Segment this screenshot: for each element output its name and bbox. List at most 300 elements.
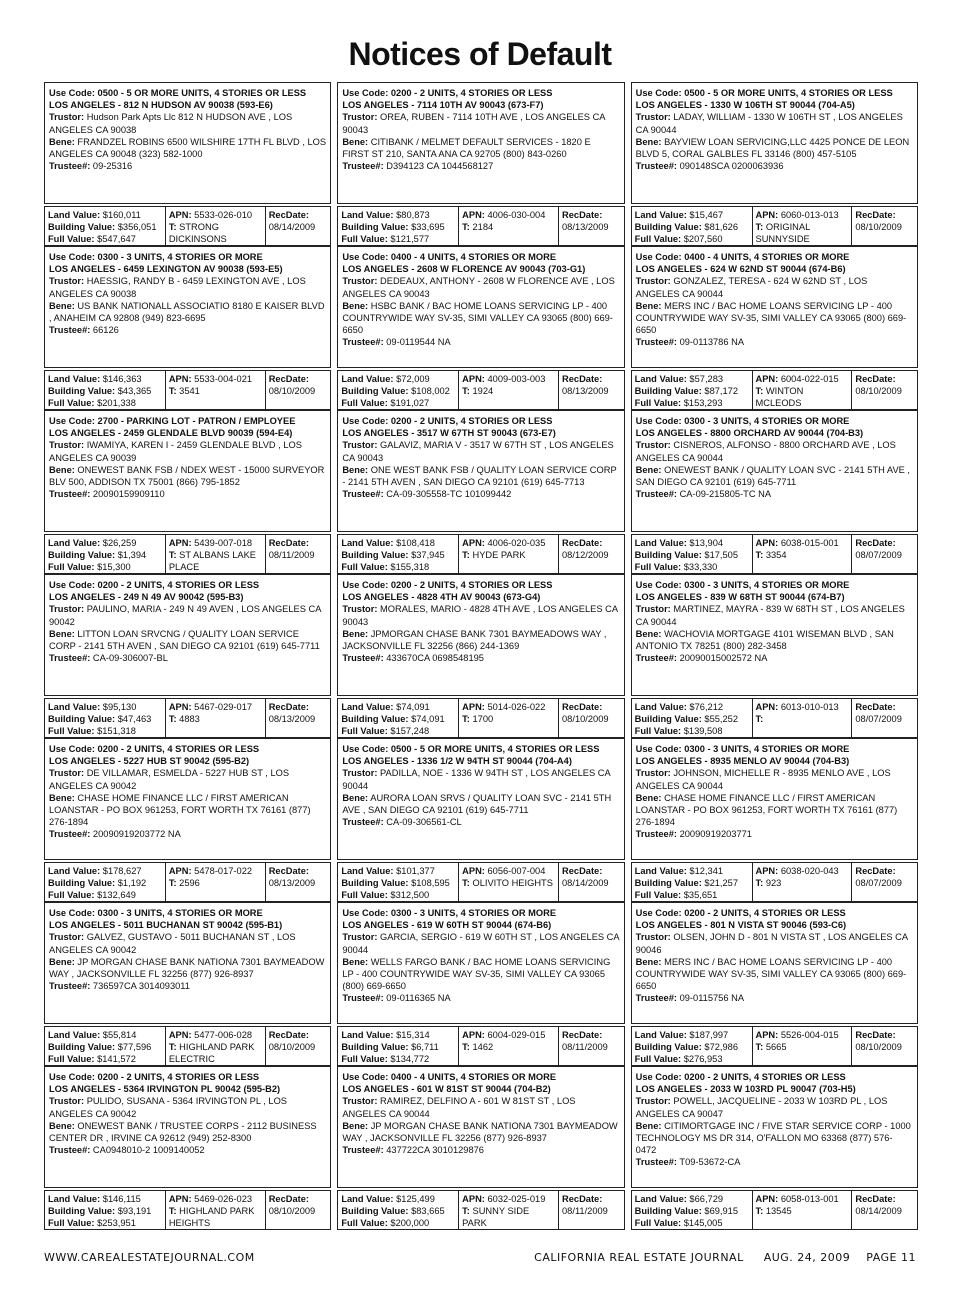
trustee-line [49, 980, 326, 992]
trustor-line-label: Trustor: [342, 440, 378, 451]
tract-value: 2184 [469, 222, 494, 233]
apn [462, 373, 555, 385]
full-value [341, 725, 455, 737]
trustee-line-label: Trustee#: [635, 337, 677, 348]
tract-label: T: [755, 714, 764, 725]
recdate-cell [558, 535, 624, 573]
property-address: LOS ANGELES - 1336 1/2 W 94TH ST 90044 (704-A4) [342, 756, 572, 767]
trustor-line [342, 111, 619, 135]
values-cell [632, 1027, 752, 1065]
full-value-label: Full Value: [48, 1054, 95, 1065]
footer-publication: CALIFORNIA REAL ESTATE JOURNAL [534, 1251, 744, 1264]
trustee-line-label: Trustee#: [342, 337, 384, 348]
full-value-value: $151,318 [94, 726, 136, 737]
building-value-value: $83,665 [408, 1206, 445, 1217]
trustee-line-value: T09-53672-CA [677, 1157, 741, 1168]
tract [462, 385, 555, 397]
apn-cell [165, 371, 265, 409]
bene-line-label: Bene: [635, 956, 662, 967]
tract [462, 549, 555, 561]
full-value-label: Full Value: [48, 562, 95, 573]
tract [169, 221, 262, 245]
notices-column [44, 82, 331, 1230]
trustee-line-label: Trustee#: [49, 489, 91, 500]
use-code: Use Code: 0400 - 4 UNITS, 4 STORIES OR MORE [342, 1072, 557, 1082]
trustor-line-label: Trustor: [635, 112, 671, 123]
recdate-label: RecDate: [268, 866, 309, 876]
apn-cell [165, 1191, 265, 1229]
full-value [341, 889, 455, 901]
apn-value: 6060-013-013 [778, 210, 839, 220]
trustor-line-label: Trustor: [342, 1096, 378, 1107]
full-value [341, 397, 455, 409]
full-value-value: $200,000 [387, 1218, 430, 1229]
tract-label: T: [168, 386, 177, 397]
trustor-line [49, 439, 326, 463]
trustee-line [49, 160, 326, 172]
tract [756, 549, 849, 561]
recdate-value: 08/13/2009 [268, 714, 316, 725]
apn-cell [752, 863, 852, 901]
use-code: Use Code: 0200 - 2 UNITS, 4 STORIES OR LESS [635, 908, 846, 918]
full-value-value: $134,772 [387, 1054, 430, 1065]
trustee-line-label: Trustee#: [635, 489, 677, 500]
tract-label: T: [168, 1042, 177, 1053]
values-box [337, 1190, 624, 1230]
values-box [337, 370, 624, 410]
notice-box [337, 82, 624, 204]
apn [756, 1029, 849, 1041]
property-address: LOS ANGELES - 624 W 62ND ST 90044 (674-B6) [635, 264, 846, 275]
land-value [48, 865, 162, 877]
recdate-value: 08/13/2009 [268, 878, 316, 889]
building-value [341, 713, 455, 725]
apn [462, 537, 555, 549]
notice-box [337, 902, 624, 1024]
trustor-line-label: Trustor: [49, 1096, 85, 1107]
building-value [341, 385, 455, 397]
building-value-label: Building Value: [48, 222, 116, 233]
land-value-label: Land Value: [341, 538, 394, 548]
full-value-label: Full Value: [634, 562, 682, 573]
trustor-line-value: RAMIREZ, DELFINO A - 601 W 81ST ST , LOS ANGELES CA 90044 [342, 1096, 576, 1119]
building-value-label: Building Value: [634, 222, 702, 233]
apn-cell [458, 699, 558, 737]
notice-box [631, 738, 918, 860]
apn-label: APN: [755, 538, 779, 548]
values-cell [338, 207, 458, 245]
property-address: LOS ANGELES - 5011 BUCHANAN ST 90042 (595-B1) [49, 920, 283, 931]
apn-value: 5467-029-017 [191, 702, 253, 712]
apn-label: APN: [755, 1194, 779, 1204]
property-address: LOS ANGELES - 249 N 49 AV 90042 (595-B3) [49, 592, 244, 603]
apn-value: 4006-020-035 [484, 538, 546, 548]
notice-box [44, 574, 331, 696]
notices-grid [44, 82, 918, 1230]
trustee-line [636, 1156, 913, 1168]
land-value-value: $187,997 [686, 1030, 729, 1040]
building-value [48, 221, 162, 233]
notice-entry [337, 82, 624, 246]
notice-entry [631, 1066, 918, 1230]
building-value-label: Building Value: [341, 386, 409, 397]
apn-value: 5469-026-023 [191, 1194, 253, 1204]
property-address: LOS ANGELES - 3517 W 67TH ST 90043 (673-E7) [342, 428, 556, 439]
use-code: Use Code: 0200 - 2 UNITS, 4 STORIES OR LESS [342, 88, 553, 98]
notice-box [44, 902, 331, 1024]
land-value-label: Land Value: [634, 210, 687, 220]
land-value [635, 373, 749, 385]
full-value [635, 561, 749, 573]
bene-line-value: CHASE HOME FINANCE LLC / FIRST AMERICAN LOANSTAR - PO BOX 961253, FORT WORTH TX 76161 (877) 276-1894 [635, 792, 898, 828]
building-value-label: Building Value: [341, 714, 409, 725]
values-box [631, 534, 918, 574]
trustor-line-label: Trustor: [49, 112, 85, 123]
bene-line [49, 1120, 326, 1144]
recdate-cell [851, 371, 917, 409]
land-value [341, 1029, 455, 1041]
trustee-line-label: Trustee#: [342, 817, 384, 828]
bene-line [49, 792, 326, 829]
apn-label: APN: [168, 374, 192, 384]
full-value [635, 889, 749, 901]
apn-label: APN: [755, 210, 779, 220]
land-value [48, 1193, 162, 1205]
trustee-line-value: 090148SCA 0200063936 [677, 161, 784, 172]
apn [169, 209, 262, 221]
trustee-line [49, 1144, 326, 1156]
property-address: LOS ANGELES - 6459 LEXINGTON AV 90038 (593-E5) [49, 264, 283, 275]
bene-line-value: MERS INC / BAC HOME LOANS SERVICING LP - 400 COUNTRYWIDE WAY SV-35, SIMI VALLEY CA 93065 (800) 669-6650 [635, 956, 907, 992]
use-code: Use Code: 0500 - 5 OR MORE UNITS, 4 STORIES OR LESS [342, 744, 600, 754]
recdate-cell [851, 863, 917, 901]
tract-label: T: [168, 1206, 177, 1217]
trustee-line-label: Trustee#: [49, 1145, 91, 1156]
tract [756, 385, 849, 409]
building-value-value: $74,091 [408, 714, 445, 725]
building-value-label: Building Value: [48, 714, 116, 725]
bene-line [342, 792, 619, 816]
full-value-label: Full Value: [634, 726, 682, 737]
trustor-line-label: Trustor: [635, 276, 671, 287]
building-value-label: Building Value: [341, 550, 409, 561]
apn-value: 6004-022-015 [778, 374, 839, 384]
trustee-line-label: Trustee#: [342, 489, 384, 500]
recdate-label: RecDate: [562, 538, 603, 548]
apn-cell [165, 1027, 265, 1065]
land-value-value: $178,627 [100, 866, 142, 876]
bene-line [342, 1120, 619, 1144]
land-value [635, 701, 749, 713]
tract-label: T: [168, 878, 177, 889]
full-value-value: $201,338 [94, 398, 136, 409]
bene-line [636, 464, 913, 488]
apn-cell [458, 863, 558, 901]
recdate-cell [558, 207, 624, 245]
apn [169, 537, 262, 549]
apn [462, 865, 555, 877]
notice-box [44, 1066, 331, 1188]
bene-line [636, 628, 913, 652]
notice-entry [44, 738, 331, 902]
tract [756, 713, 849, 725]
values-cell [45, 1191, 165, 1229]
trustor-line-value: JOHNSON, MICHELLE R - 8935 MENLO AVE , LOS ANGELES CA 90044 [635, 768, 891, 791]
building-value-label: Building Value: [341, 878, 409, 889]
tract-value: SUNNY SIDE PARK [462, 1206, 530, 1229]
page-footer [44, 1251, 916, 1264]
building-value-value: $77,596 [115, 1042, 152, 1053]
apn-label: APN: [755, 866, 779, 876]
land-value [341, 209, 455, 221]
land-value-value: $15,314 [393, 1030, 430, 1040]
values-box [337, 206, 624, 246]
notice-entry [631, 246, 918, 410]
trustee-line-label: Trustee#: [635, 653, 677, 664]
tract [169, 1041, 262, 1065]
bene-line-value: WACHOVIA MORTGAGE 4101 WISEMAN BLVD , SAN ANTONIO TX 78251 (800) 282-3458 [635, 628, 894, 652]
notice-entry [337, 1066, 624, 1230]
property-address: LOS ANGELES - 8935 MENLO AV 90044 (704-B3) [635, 756, 850, 767]
tract-value: 923 [763, 878, 782, 889]
building-value-value: $93,191 [115, 1206, 152, 1217]
bene-line [636, 1120, 913, 1157]
full-value-value: $157,248 [387, 726, 430, 737]
values-cell [338, 699, 458, 737]
values-cell [632, 699, 752, 737]
land-value-label: Land Value: [48, 702, 101, 712]
trustor-line-value: GARCIA, SERGIO - 619 W 60TH ST , LOS ANGELES CA 90044 [342, 932, 620, 955]
land-value-value: $95,130 [100, 702, 137, 712]
tract-label: T: [462, 386, 470, 397]
building-value-label: Building Value: [48, 1206, 116, 1217]
trustee-line-label: Trustee#: [635, 1157, 677, 1168]
bene-line-label: Bene: [635, 628, 662, 639]
recdate-cell [265, 699, 331, 737]
trustor-line-value: DEDEAUX, ANTHONY - 2608 W FLORENCE AVE , LOS ANGELES CA 90043 [342, 276, 615, 299]
trustor-line-value: PADILLA, NOE - 1336 W 94TH ST , LOS ANGELES CA 90044 [342, 768, 611, 791]
trustee-line-value: 20090159909110 [90, 489, 165, 500]
notice-entry [337, 410, 624, 574]
notice-entry [337, 574, 624, 738]
tract-value: 1462 [469, 1042, 494, 1053]
land-value [341, 865, 455, 877]
apn-cell [458, 1191, 558, 1229]
trustee-line-label: Trustee#: [342, 993, 384, 1004]
full-value-value: $191,027 [387, 398, 430, 409]
trustee-line [342, 652, 619, 664]
trustor-line [636, 1095, 913, 1119]
bene-line [49, 464, 326, 488]
trustor-line-label: Trustor: [635, 1096, 671, 1107]
bene-line [636, 956, 913, 993]
building-value-label: Building Value: [48, 550, 116, 561]
values-box [44, 1190, 331, 1230]
recdate-label: RecDate: [562, 1194, 603, 1204]
values-box [337, 534, 624, 574]
bene-line-label: Bene: [342, 136, 369, 147]
building-value-value: $108,595 [408, 878, 450, 889]
full-value [635, 1217, 749, 1229]
trustor-line-value: OLSEN, JOHN D - 801 N VISTA ST , LOS ANGELES CA 90046 [635, 932, 908, 955]
trustor-line-label: Trustor: [49, 932, 85, 943]
full-value [341, 1053, 455, 1065]
use-code: Use Code: 0300 - 3 UNITS, 4 STORIES OR MORE [342, 908, 557, 918]
apn-value: 6004-029-015 [484, 1030, 546, 1040]
bene-line [342, 136, 619, 160]
trustor-line-value: OREA, RUBEN - 7114 10TH AVE , LOS ANGELES CA 90043 [342, 112, 605, 135]
bene-line-value: ONE WEST BANK FSB / QUALITY LOAN SERVICE CORP - 2141 5TH AVEN , SAN DIEGO CA 92101 (619) 645-7713 [342, 464, 617, 488]
use-code: Use Code: 0200 - 2 UNITS, 4 STORIES OR LESS [342, 416, 553, 426]
recdate-value: 08/13/2009 [562, 222, 609, 233]
tract-label: T: [168, 222, 177, 233]
trustor-line-label: Trustor: [49, 604, 85, 615]
trustor-line [342, 275, 619, 299]
trustor-line-label: Trustor: [49, 440, 85, 451]
land-value [341, 1193, 455, 1205]
trustor-line-label: Trustor: [342, 932, 378, 943]
land-value-value: $101,377 [393, 866, 435, 876]
full-value-label: Full Value: [634, 398, 682, 409]
full-value-value: $15,300 [94, 562, 131, 573]
recdate-value: 08/10/2009 [268, 1206, 316, 1217]
tract-value: HIGHLAND PARK ELECTRIC [168, 1042, 255, 1065]
bene-line [636, 300, 913, 337]
trustee-line [342, 992, 619, 1004]
bene-line-label: Bene: [49, 792, 75, 803]
notice-box [631, 902, 918, 1024]
apn-value: 4006-030-004 [484, 210, 546, 220]
trustee-line [49, 828, 326, 840]
recdate-value: 08/11/2009 [562, 1042, 608, 1053]
full-value-label: Full Value: [341, 1218, 388, 1229]
values-box [337, 862, 624, 902]
apn-cell [165, 699, 265, 737]
values-cell [45, 863, 165, 901]
bene-line [342, 300, 619, 337]
trustee-line-label: Trustee#: [49, 161, 91, 172]
values-box [44, 206, 331, 246]
trustee-line-value: CA-09-215805-TC NA [677, 489, 772, 500]
recdate-label: RecDate: [268, 210, 309, 220]
building-value [48, 1041, 162, 1053]
building-value-label: Building Value: [341, 222, 409, 233]
full-value-value: $35,651 [681, 890, 718, 901]
full-value [635, 233, 749, 245]
values-box [631, 698, 918, 738]
land-value-label: Land Value: [634, 1030, 687, 1040]
trustor-line-label: Trustor: [635, 932, 671, 943]
recdate-label: RecDate: [562, 1030, 603, 1040]
values-cell [45, 535, 165, 573]
trustor-line [342, 439, 619, 463]
land-value-label: Land Value: [634, 702, 687, 712]
building-value-value: $108,002 [408, 386, 450, 397]
land-value [48, 537, 162, 549]
tract [169, 713, 262, 725]
tract-label: T: [462, 878, 470, 889]
bene-line-label: Bene: [49, 464, 75, 475]
apn-cell [165, 863, 265, 901]
notice-box [44, 246, 331, 368]
use-code: Use Code: 0300 - 3 UNITS, 4 STORIES OR MORE [49, 252, 263, 262]
full-value [341, 561, 455, 573]
apn-value: 6038-015-001 [778, 538, 839, 548]
recdate-cell [558, 699, 624, 737]
notice-box [631, 246, 918, 368]
apn [756, 537, 849, 549]
bene-line-label: Bene: [342, 628, 369, 639]
full-value-value: $141,572 [94, 1054, 136, 1065]
full-value-value: $253,951 [94, 1218, 136, 1229]
property-address: LOS ANGELES - 8800 ORCHARD AV 90044 (704-B3) [635, 428, 864, 439]
trustee-line [636, 336, 913, 348]
values-box [631, 1026, 918, 1066]
bene-line-value: JP MORGAN CHASE BANK NATIONA 7301 BAYMEADOW WAY , JACKSONVILLE FL 32256 (877) 926-8937 [342, 1120, 618, 1144]
recdate-value: 08/10/2009 [855, 386, 902, 397]
full-value [48, 1053, 162, 1065]
apn-cell [165, 207, 265, 245]
notice-entry [631, 410, 918, 574]
notice-entry [44, 410, 331, 574]
full-value-value: $139,508 [681, 726, 723, 737]
apn-value: 5533-004-021 [191, 374, 253, 384]
notice-box [337, 738, 624, 860]
apn [462, 701, 555, 713]
building-value [635, 385, 749, 397]
footer-date: AUG. 24, 2009 [763, 1251, 851, 1264]
property-address: LOS ANGELES - 4828 4TH AV 90043 (673-G4) [342, 592, 541, 603]
values-box [631, 370, 918, 410]
page-title: Notices of Default [348, 36, 612, 72]
bene-line [49, 956, 326, 980]
trustor-line-value: Hudson Park Apts Llc 812 N HUDSON AVE , LOS ANGELES CA 90038 [49, 112, 293, 135]
land-value-value: $146,363 [100, 374, 142, 384]
notice-box [44, 410, 331, 532]
full-value-value: $153,293 [681, 398, 723, 409]
bene-line-value: CHASE HOME FINANCE LLC / FIRST AMERICAN LOANSTAR - PO BOX 961253, FORT WORTH TX 76161 (877) 276-1894 [49, 792, 311, 828]
recdate-value: 08/14/2009 [855, 1206, 902, 1217]
recdate-label: RecDate: [855, 702, 896, 712]
recdate-value: 08/14/2009 [562, 878, 609, 889]
notice-box [337, 410, 624, 532]
bene-line-label: Bene: [342, 1120, 369, 1131]
trustee-line-value: 09-0113786 NA [677, 337, 745, 348]
use-code: Use Code: 0200 - 2 UNITS, 4 STORIES OR LESS [635, 1072, 846, 1082]
trustee-line-label: Trustee#: [49, 981, 91, 992]
land-value-value: $125,499 [393, 1194, 435, 1204]
apn-value: 6038-020-043 [778, 866, 839, 876]
trustor-line [636, 275, 913, 299]
land-value [341, 537, 455, 549]
land-value-value: $160,011 [100, 210, 141, 220]
tract-value: HIGHLAND PARK HEIGHTS [168, 1206, 255, 1229]
building-value-label: Building Value: [634, 1206, 702, 1217]
apn [462, 1029, 555, 1041]
bene-line [49, 136, 326, 160]
notice-entry [631, 902, 918, 1066]
tract-value: 13545 [763, 1206, 792, 1217]
recdate-label: RecDate: [855, 1194, 896, 1204]
tract [756, 1205, 849, 1217]
full-value-label: Full Value: [634, 234, 682, 245]
trustor-line [636, 111, 913, 135]
building-value-value: $69,915 [701, 1206, 739, 1217]
trustor-line [636, 931, 913, 955]
building-value-label: Building Value: [634, 1042, 702, 1053]
building-value-value: $21,257 [701, 878, 739, 889]
recdate-label: RecDate: [562, 374, 603, 384]
